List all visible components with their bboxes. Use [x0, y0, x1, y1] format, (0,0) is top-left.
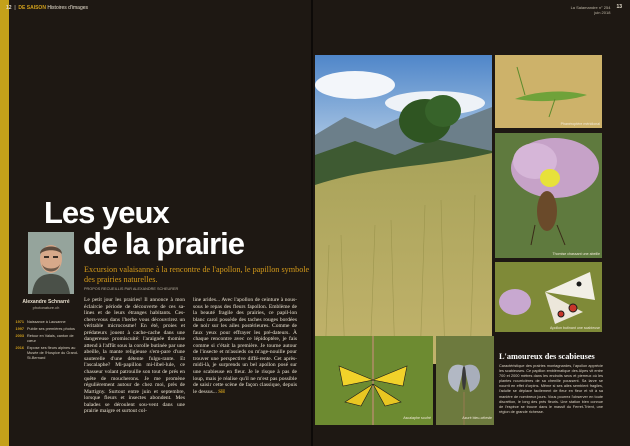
caption-blue-butterfly: Azuré bleu-céleste: [462, 416, 492, 420]
intro-text: Excursion valaisanne à la rencontre de l'apollon, le papillon symbole des prairies naturelles.: [84, 265, 310, 284]
bio-row: [12, 327, 80, 332]
author-website: photonature.ch: [32, 305, 60, 310]
page-number-right: 13: [616, 4, 622, 10]
author-bio: [12, 320, 80, 363]
bio-text: Publie ses premières photos: [27, 327, 75, 331]
page-number-left: 12: [6, 5, 12, 11]
bio-text: Retour en Valais, canton de cœur: [27, 334, 74, 343]
title-line-1: Les yeux: [44, 195, 169, 230]
caption-owlfly: Ascalaphe soufré: [403, 416, 431, 420]
header-right: [571, 5, 622, 15]
caption-apollo: Apollon butinant une scabieuse: [550, 326, 600, 330]
section-name: Histoires d'images: [47, 5, 89, 11]
bio-text: Naissance à Lausanne: [27, 320, 66, 324]
body-column-2: [193, 297, 297, 396]
magazine-issue: La Salamandre n° 254: [570, 5, 611, 10]
bio-year: 2016: [15, 346, 24, 350]
byline: PROPOS RECUEILLIS PAR ALEXANDRE SCHEURER: [84, 287, 179, 291]
author-block: [14, 299, 78, 310]
end-mark: SH: [218, 389, 225, 395]
bio-year: 2003: [15, 334, 24, 338]
bio-text: Expose ses fleurs alpines au Musée de l'Hospice du Grand-St-Bernard: [27, 346, 79, 360]
caption-grasshopper: Phanéroptère méridional: [560, 122, 600, 126]
sidebar-title: L'amoureux des scabieuses: [499, 352, 595, 361]
blue-butterfly-photo: [436, 336, 494, 425]
header-left: 12 | DE SAISON Histoires d'images: [6, 5, 89, 11]
caption-spider: Thomise chassant une abeille: [552, 252, 600, 256]
grasshopper-photo: [495, 55, 602, 128]
body-column-1: Le petit jour les prairies! Il annonce à mon éclaircie période de découverte de ces sa-lines et de leurs étranges habitants. Ces-chers-vous dans l'herbe vous découvrirez un véritable microcosme! En été, proies et prédateurs jouent à cache-cache dans une dangereuse promiscuité: l'araignée thomise attend à l'affût sous la corolle butinée par une abeille, la mante religieuse s'em-pare d'une sauterelle d'une détente fulgu-rante. Et l'ascalaphe? Mi-papillon mi-libel-lule, ce chasseur volant patrouille son tout de prés en quête de moucherons. Je me promène régulièrement autour de chez moi, près de Martigny. Surtout entre juin et septembre, lorsque fleurs et insectes abondent. Mes balades se déroulent sou-vent dans une prairie maigre et surtout col-: [84, 297, 185, 415]
title-line-2: de la prairie: [83, 226, 245, 261]
bio-year: 1971: [15, 320, 24, 324]
page-gutter: [311, 0, 313, 446]
bio-row: [12, 334, 80, 344]
bio-row: [12, 346, 80, 361]
author-portrait: [28, 232, 74, 294]
sidebar-text: Caractéristique des prairies montagnardes, l'apollon apprécie les scabieuses. Ce papillon emblématique des Alpes vit entre 700 et 2000 mètres dans les endroits secs et pierreux où les plantes nourricières de sa chenille poussent. Sa larve se nourrit en effet d'orpins. Même si ses ailes semblent fragiles, l'adulte se déplace facilement de fleur en fleur et vit à sa manière de nombreux jours. Vous pourrez l'observer en toute discrétion, le long des prés fleuris. Une station bien connue de l'espèce se trouve dans le massif du Ferret-Trient, une région de grande richesse.: [499, 364, 603, 414]
spider-bee-photo: [495, 133, 602, 258]
bio-row: [12, 320, 80, 325]
author-name: Alexandre Schnarré: [22, 299, 70, 305]
meadow-photo: [315, 55, 492, 364]
owlfly-photo: [315, 336, 433, 425]
issue-date: juin 2018: [594, 10, 611, 15]
apollo-photo: [495, 262, 602, 332]
rubric: DE SAISON: [18, 5, 46, 11]
bio-year: 1997: [15, 327, 24, 331]
body-column-2-text: line arides... Avec l'apollon de ceinture à nous-sous le repas des fleurs fapollon. Emblème de la beauté fragile des prairies, ce papil-lon blanc carol possède des taches rouges bordées de noir sur les ailes postérieures. Comme de faux yeux pour effrayer les pré-dateurs. À chaque rencontre avec ce lépidoptère, je fais comme si c'était la première. Je tourne autour de l'insecte et m'assieds ou m'age-nouille pour trouver une perspective diffé-rente. Cet après-midi-là, je surprends un bel apollon posé sur une scabieuse en fleur. Je le risque à pas de loup, mais je réalise qu'il ne m'est pas possible de saisir cette scène de façon classique, depuis le dessus...: [193, 297, 297, 395]
